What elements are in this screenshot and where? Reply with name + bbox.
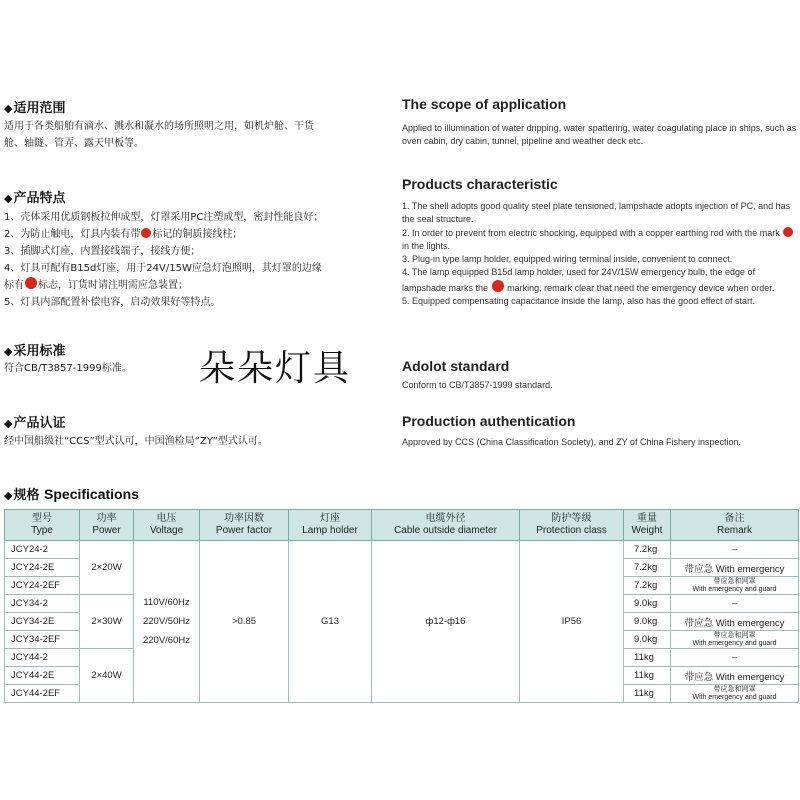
remark-cell: – xyxy=(671,649,799,667)
voltage-cell: 110V/60Hz 220V/50Hz 220V/60Hz xyxy=(134,541,200,703)
auth-title-cn: ◆产品认证 xyxy=(4,416,66,431)
standard-title-cn: ◆采用标准 xyxy=(4,344,66,359)
diamond-bullet-icon: ◆ xyxy=(4,102,13,115)
header-type: 型号 Type xyxy=(5,510,80,541)
remark-cell: – xyxy=(671,541,799,559)
standard-title-en: Adolot standard xyxy=(402,358,510,374)
weight-cell: 11kg xyxy=(624,649,671,667)
type-cell: JCY24-2E xyxy=(5,559,80,577)
earth-mark-icon xyxy=(783,227,793,237)
weight-cell: 9.0kg xyxy=(624,631,671,649)
auth-title-en: Production authentication xyxy=(402,413,576,429)
type-cell: JCY24-2 xyxy=(5,541,80,559)
header-protection: 防护等级 Protection class xyxy=(520,510,624,541)
diamond-bullet-icon: ◆ xyxy=(4,345,13,358)
header-lamp-holder: 灯座 Lamp holder xyxy=(289,510,372,541)
emergency-mark-icon xyxy=(492,280,504,292)
power-cell: 2×40W xyxy=(80,649,134,703)
header-remark: 备注 Remark xyxy=(671,510,799,541)
diamond-bullet-icon: ◆ xyxy=(4,489,13,502)
specs-title: ◆规格 Specifications xyxy=(4,486,139,503)
remark-cell: 带应急 With emergency xyxy=(671,667,799,685)
remark-cell: – xyxy=(671,595,799,613)
features-body-cn: 1、壳体采用优质钢板拉伸成型，灯罩采用PC注塑成型，密封性能良好； 2、为防止触电，灯具内装有带 标记的铜质接线柱； 3、插脚式灯座，内置接线端子，接线方便； 4、灯具可配有B15d灯座，用于24V/15W应急灯泡照明，其灯罩的边缘 标有 标志，订货时请注明需应急装置； 5、灯具内部配置补偿电容，启动效果好等特点。 xyxy=(4,212,324,308)
diamond-bullet-icon: ◆ xyxy=(4,417,13,430)
weight-cell: 7.2kg xyxy=(624,541,671,559)
remark-cell: 带应急和网罩 With emergency and guard xyxy=(671,685,799,703)
type-cell: JCY34-2 xyxy=(5,595,80,613)
power-cell: 2×30W xyxy=(80,595,134,649)
type-cell: JCY44-2 xyxy=(5,649,80,667)
remark-cell: 带应急和网罩 With emergency and guard xyxy=(671,631,799,649)
protection-cell: IP56 xyxy=(520,541,624,703)
standard-body-en: Conform to CB/T3857-1999 standard. xyxy=(402,380,553,390)
type-cell: JCY34-2E xyxy=(5,613,80,631)
type-cell: JCY34-2EF xyxy=(5,631,80,649)
standard-body-cn: 符合CB/T3857-1999标准。 xyxy=(4,363,132,374)
weight-cell: 9.0kg xyxy=(624,595,671,613)
weight-cell: 7.2kg xyxy=(624,559,671,577)
auth-body-en: Approved by CCS (China Classification Society), and ZY of China Fishery inspection. xyxy=(402,437,741,447)
header-cable: 电缆外径 Cable outside diameter xyxy=(372,510,520,541)
scope-title-en: The scope of application xyxy=(402,96,567,112)
features-title-en: Products characteristic xyxy=(402,176,558,192)
header-power: 功率 Power xyxy=(80,510,134,541)
cable-cell: ф12-ф16 xyxy=(372,541,520,703)
scope-body-cn: 适用于各类船舶有滴水、溅水和凝水的场所照明之用，如机炉舱、干货 舱、轴隧、管弄、露天甲板等。 xyxy=(4,121,314,149)
remark-cell: 带应急 With emergency xyxy=(671,559,799,577)
spec-table xyxy=(4,509,799,703)
lamp-holder-cell: G13 xyxy=(289,541,372,703)
features-body-en: 1. The shell adopts good quality steel plate tensioned, lampshade adopts injection of PC, and has the seal structure. 2. In order to prevent from electric shocking, equipped with a copper earthing rod with the mark in the lights. 3. Plug-in type lamp holder, equipped wiring terminal inside, convenient to connect. 4. The lamp equipped B15d lamp holder, used for 24V/15W emergency bulb, the edge of lampshade marks the marking, remark clear that need the emergency device when order. 5. Equipped compensating capacitance inside the lamp, also has the good effect of start. xyxy=(402,200,798,308)
weight-cell: 11kg xyxy=(624,667,671,685)
type-cell: JCY44-2E xyxy=(5,667,80,685)
auth-body-cn: 经中国船级社“CCS”型式认可，中国渔检局“ZY”型式认可。 xyxy=(4,436,268,447)
features-title-cn: ◆产品特点 xyxy=(4,191,66,206)
spec-header-row xyxy=(5,510,799,541)
earth-mark-icon xyxy=(141,228,151,238)
weight-cell: 7.2kg xyxy=(624,577,671,595)
header-weight: 重量 Weight xyxy=(624,510,671,541)
weight-cell: 11kg xyxy=(624,685,671,703)
remark-cell: 带应急和网罩 With emergency and guard xyxy=(671,577,799,595)
table-row xyxy=(5,541,799,559)
emergency-mark-icon xyxy=(25,277,37,289)
scope-title-cn: ◆适用范围 xyxy=(4,101,66,116)
type-cell: JCY44-2EF xyxy=(5,685,80,703)
watermark-text: 朵朵灯具 xyxy=(199,348,352,389)
header-power-factor: 功率因数 Power factor xyxy=(200,510,289,541)
power-factor-cell: >0.85 xyxy=(200,541,289,703)
weight-cell: 9.0kg xyxy=(624,613,671,631)
power-cell: 2×20W xyxy=(80,541,134,595)
diamond-bullet-icon: ◆ xyxy=(4,192,13,205)
header-voltage: 电压 Voltage xyxy=(134,510,200,541)
remark-cell: 带应急 With emergency xyxy=(671,613,799,631)
type-cell: JCY24-2EF xyxy=(5,577,80,595)
scope-body-en: Applied to illumination of water dripping, water spattering, water coagulating place in ships, such as oven cabin, dry cabin, tunnel, pipeline and weather deck etc. xyxy=(402,123,797,147)
